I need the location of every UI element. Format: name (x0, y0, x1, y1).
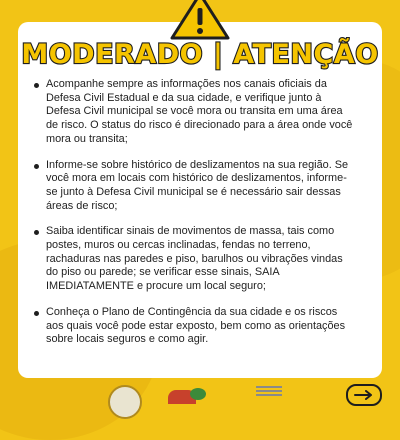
footer-logos (0, 378, 400, 400)
bullet-item: Conheça o Plano de Contingência da sua cidade e os riscos aos quais você pode estar exposto, bem como as orientações sobre locais seguros e como agir. (34, 306, 354, 347)
arrow-right-icon (354, 390, 374, 400)
page-title: MODERADO | ATENÇÃO (21, 39, 379, 70)
content-card (18, 22, 382, 378)
bullet-item: Acompanhe sempre as informações nos canais oficiais da Defesa Civil Estadual e da sua cidade, e verifique junto à Defesa Civil municipal se você mora ou transita em uma área de risco. O status do risco é direcionado para a área onde você mora ou transita; (34, 78, 354, 147)
government-logo (256, 386, 282, 398)
bullet-item: Saiba identificar sinais de movimentos de massa, tais como postes, muros ou cercas inclinadas, fendas no terreno, rachaduras nas paredes e piso, barulhos ou vibrações vindas do piso ou parede; se verificar esse sinais, SAIA IMEDIATAMENTE e procure um local seguro; (34, 225, 354, 294)
seal-logo (108, 385, 142, 419)
bullet-list (34, 78, 354, 359)
warning-triangle-icon (168, 0, 232, 40)
emblem-logo-leaf (190, 388, 206, 400)
next-button[interactable] (346, 384, 382, 406)
bullet-item: Informe-se sobre histórico de deslizamentos na sua região. Se você mora em locais com histórico de deslizamentos, informe-se junto à Defesa Civil municipal se é necessário sair dessas áreas de risco; (34, 159, 354, 214)
